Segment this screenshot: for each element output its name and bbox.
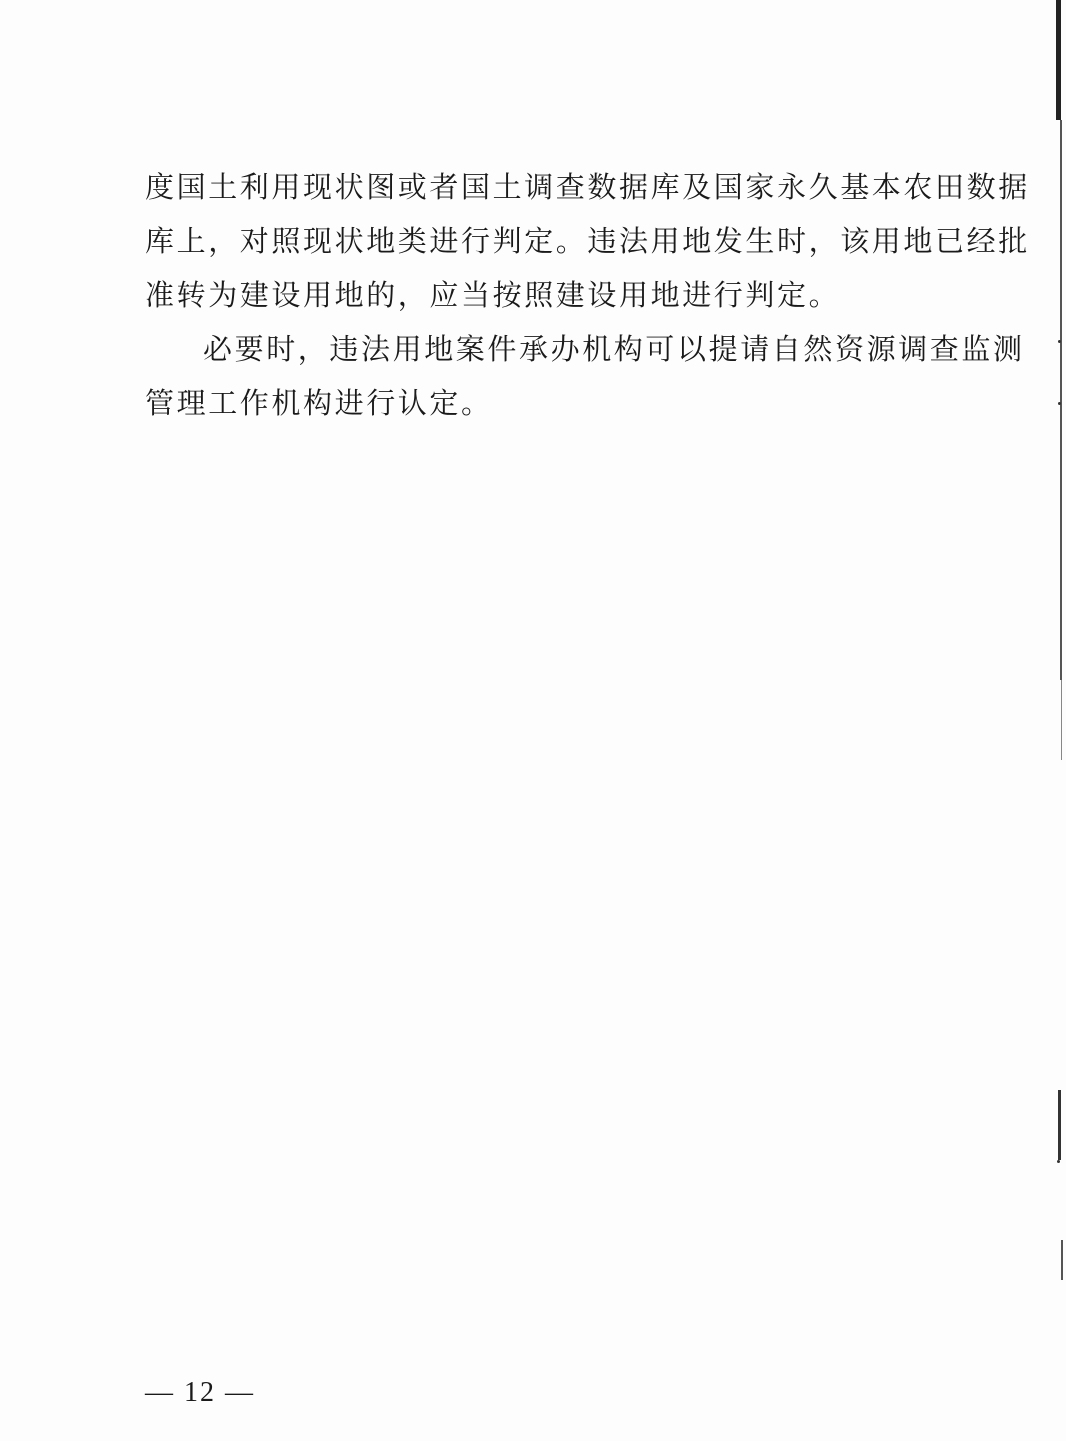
scan-speck: [1057, 1160, 1060, 1163]
scan-speck: [1058, 340, 1061, 343]
scan-edge-mark: [1061, 1240, 1063, 1280]
scan-edge-mark: [1056, 0, 1061, 120]
text-line: 准转为建设用地的，应当按照建设用地进行判定。: [145, 278, 841, 312]
scan-edge-mark: [1061, 680, 1062, 760]
scan-speck: [1058, 402, 1061, 405]
text-line: 度国土利用现状图或者国土调查数据库及国家永久基本农田数据: [145, 170, 1030, 204]
page-number: — 12 —: [145, 1377, 255, 1408]
text-line: 库上，对照现状地类进行判定。违法用地发生时，该用地已经批: [145, 224, 1030, 258]
scan-edge-mark: [1060, 120, 1062, 680]
text-line: 必要时，违法用地案件承办机构可以提请自然资源调查监测: [203, 332, 1025, 366]
text-line: 管理工作机构进行认定。: [145, 386, 493, 420]
document-body: [145, 160, 1030, 430]
scan-edge-mark: [1058, 1090, 1061, 1160]
